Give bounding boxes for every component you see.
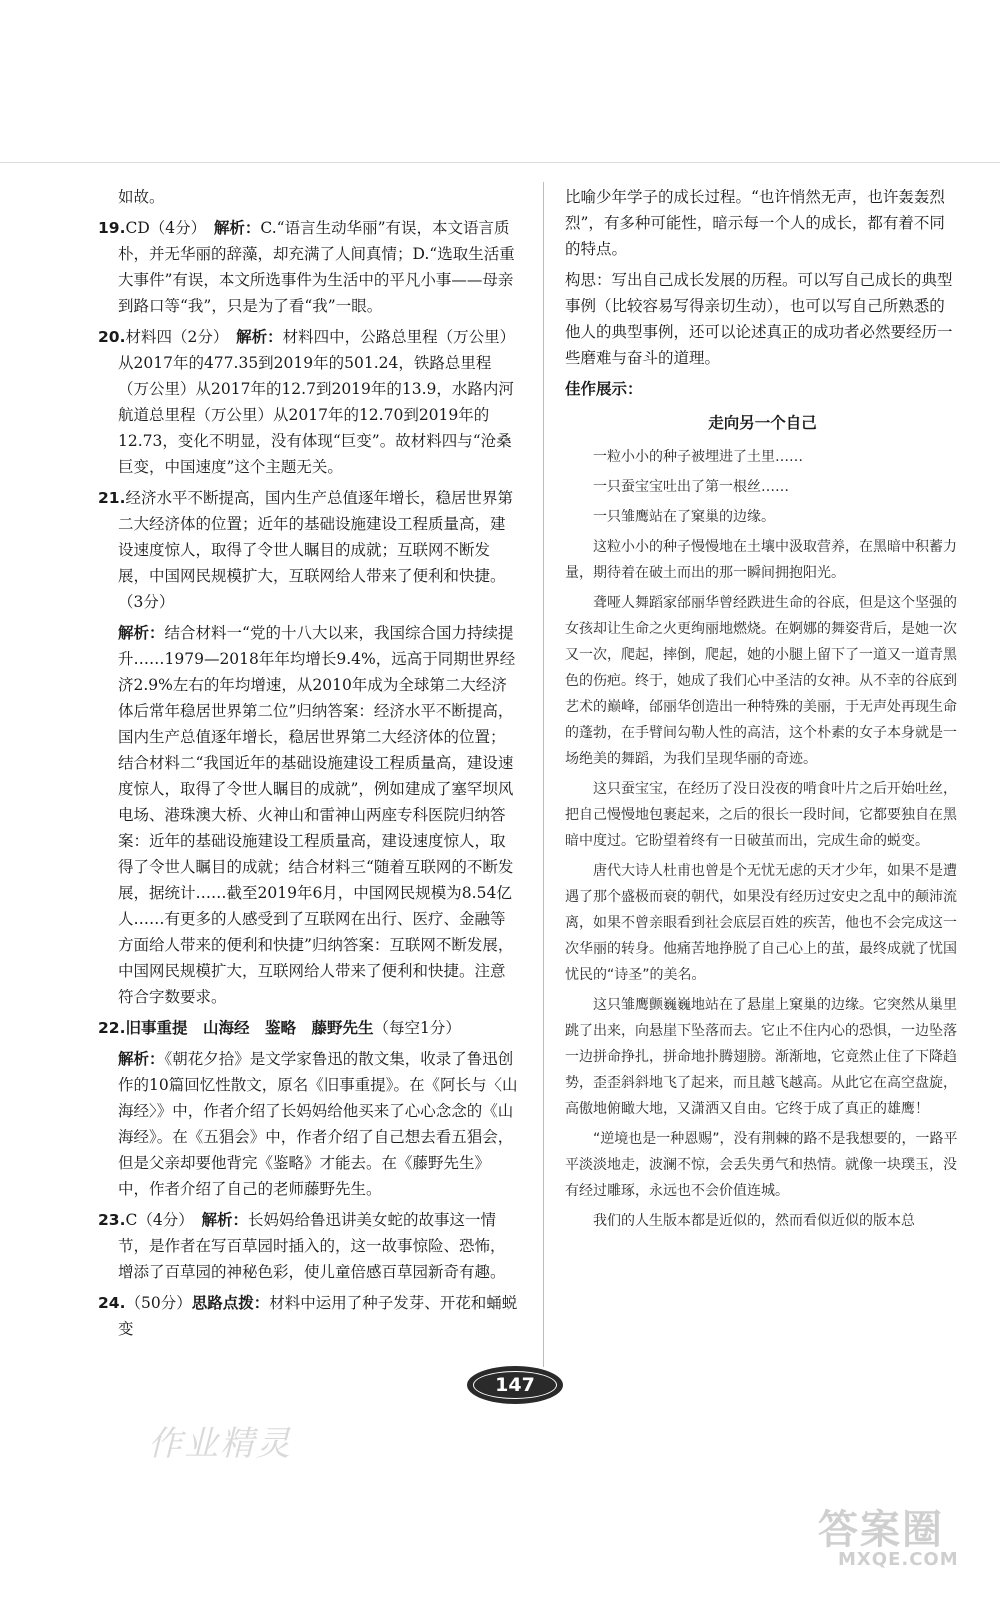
hint-label: 思路点拨： xyxy=(191,1294,270,1312)
answer-number: 20. xyxy=(98,328,126,346)
answer-head: C（4分） xyxy=(125,1211,186,1229)
analysis-text: 《朝花夕拾》是文学家鲁迅的散文集，收录了鲁迅创作的10篇回忆性散文，原名《旧事重提》。在《阿长与〈山海经〉》中，作者介绍了长妈妈给他买来了心心念念的《山海经》。在《五猖会》中，作者介绍了自己想去看五猖会，但是父亲却要他背完《鉴略》才能去。在《藤野先生》中，作者介绍了自己的老师藤野先生。 xyxy=(118,1050,518,1198)
answer-22-analysis xyxy=(118,1046,520,1202)
page-number-badge xyxy=(467,1366,563,1404)
analysis-label: 解析： xyxy=(236,328,283,346)
answer-19 xyxy=(98,215,520,319)
answer-number: 22. xyxy=(98,1019,126,1037)
answer-head: 材料四（2分） xyxy=(125,328,221,346)
answer-tail: （每空1分） xyxy=(373,1019,461,1037)
answer-22 xyxy=(98,1015,520,1041)
essay-paragraph: 聋哑人舞蹈家邰丽华曾经跌进生命的谷底，但是这个坚强的女孩却让生命之火更绚丽地燃烧。在婀娜的舞姿背后，是她一次又一次，爬起，摔倒，爬起，她的小腿上留下了一道又一道青黑色的伤疤。终于，她成了我们心中圣洁的女神。从不幸的谷底到艺术的巅峰，邰丽华创造出一种特殊的美丽，于无声处再现生命的蓬勃，在手臂间勾勒人性的高洁，这个朴素的女子本身就是一场绝美的舞蹈，为我们呈现华丽的奇迹。 xyxy=(565,595,957,767)
answer-23 xyxy=(98,1207,520,1285)
answer-number: 19. xyxy=(98,219,126,237)
answer-number: 21. xyxy=(98,489,126,507)
analysis-label: 解析： xyxy=(213,219,261,237)
essay-paragraph: 这粒小小的种子慢慢地在土壤中汲取营养，在黑暗中积蓄力量，期待着在破土而出的那一瞬间拥抱阳光。 xyxy=(565,539,957,581)
intro-line: 如故。 xyxy=(118,188,165,206)
answer-head: 旧事重提 山海经 鉴略 藤野先生 xyxy=(125,1019,374,1037)
essay-body xyxy=(565,444,960,1234)
answer-text: 长妈妈给鲁迅讲美女蛇的故事这一情节，是作者在写百草园时插入的，这一故事惊险、恐怖，增添了百草园的神秘色彩，使儿童倍感百草园新奇有趣。 xyxy=(118,1211,506,1281)
essay-line: 一只雏鹰站在了窠巢的边缘。 xyxy=(593,509,775,525)
right-column xyxy=(565,184,960,1238)
answer-text: C.“语言生动华丽”有误，本文语言质朴，并无华丽的辞藻，却充满了人间真情；D.“选取生活重大事件”有误，本文所选事件为生活中的平凡小事——母亲到路口等“我”，只是为了看“我”一眼。 xyxy=(118,219,515,315)
essay-paragraph: “逆境也是一种恩赐”，没有荆棘的路不是我想要的，一路平平淡淡地走，波澜不惊，会丢失勇气和热情。就像一块璞玉，没有经过雕琢，永远也不会价值连城。 xyxy=(565,1131,958,1199)
essay-line: 一粒小小的种子被埋进了土里…… xyxy=(593,449,803,465)
answer-number: 23. xyxy=(98,1211,126,1229)
column-divider xyxy=(543,182,544,1367)
answer-number: 24. xyxy=(98,1294,126,1312)
answer-24 xyxy=(98,1290,520,1342)
essay-line: 一只蚕宝宝吐出了第一根丝…… xyxy=(593,479,789,495)
essay-paragraph: 这只蚕宝宝，在经历了没日没夜的啃食叶片之后开始吐丝，把自己慢慢地包裹起来，之后的很长一段时间，它都要独自在黑暗中度过。它盼望着终有一日破茧而出，完成生命的蜕变。 xyxy=(565,781,957,849)
answer-head: （50分） xyxy=(125,1294,192,1312)
analysis-text: 结合材料一“党的十八大以来，我国综合国力持续提升……1979—2018年年均增长9.4%，远高于同期世界经济2.9%左右的年均增速，从2010年成为全球第二大经济体后常年稳居世界第二位”归纳答案：经济水平不断提高，国内生产总值逐年增长，稳居世界第二大经济体的位置；结合材料二“我国近年的基础设施建设工程质量高，建设速度惊人，取得了令世人瞩目的成就”，例如建成了塞罕坝风电场、港珠澳大桥、火神山和雷神山两座专科医院归纳答案：近年的基础设施建设工程质量高，建设速度惊人，取得了令世人瞩目的成就；结合材料三“随着互联网的不断发展，据统计……截至2019年6月，中国网民规模为8.54亿人……有更多的人感受到了互联网在出行、医疗、金融等方面给人带来的便利和快捷”归纳答案：互联网不断发展，中国网民规模扩大，互联网给人带来了便利和快捷。注意符合字数要求。 xyxy=(118,624,516,1006)
answer-text: 材料中运用了种子发芽、开花和蛹蜕变 xyxy=(118,1294,518,1338)
continuation-text: 比喻少年学子的成长过程。“也许悄然无声，也许轰轰烈烈”，有多种可能性，暗示每一个人的成长，都有着不同的特点。 xyxy=(565,188,945,258)
page-number: 147 xyxy=(495,1374,535,1396)
watermark-left: 作业精灵 xyxy=(148,1424,292,1464)
answer-head: CD（4分） xyxy=(125,219,199,237)
watermark-logo xyxy=(818,1498,978,1588)
analysis-label: 解析： xyxy=(118,1050,165,1068)
essay-paragraph: 这只雏鹰颤巍巍地站在了悬崖上窠巢的边缘。它突然从巢里跳了出来，向悬崖下坠落而去。它止不住内心的恐惧，一边坠落一边拼命挣扎，拼命地扑腾翅膀。渐渐地，它竟然止住了下降趋势，歪歪斜斜地飞了起来，而且越飞越高。从此它在高空盘旋，高傲地俯瞰大地，又潇洒又自由。它终于成了真正的雄鹰！ xyxy=(565,997,957,1117)
answer-21 xyxy=(98,485,520,615)
analysis-label: 解析： xyxy=(118,624,165,642)
watermark-logo-title: 答案圈 xyxy=(818,1507,944,1553)
essay-paragraph: 唐代大诗人杜甫也曾是个无忧无虑的天才少年，如果不是遭遇了那个盛极而衰的朝代，如果没有经历过安史之乱中的颠沛流离，如果不曾亲眼看到社会底层百姓的疾苦，他也不会完成这一次华丽的转身。他痛苦地挣脱了自己心上的茧，最终成就了忧国忧民的“诗圣”的美名。 xyxy=(565,863,957,983)
left-column xyxy=(98,184,520,1347)
answer-text: 经济水平不断提高，国内生产总值逐年增长，稳居世界第二大经济体的位置；近年的基础设施建设工程质量高，建设速度惊人，取得了令世人瞩目的成就；互联网不断发展，中国网民规模扩大，互联网给人带来了便利和快捷。（3分） xyxy=(118,489,513,611)
showcase-heading: 佳作展示： xyxy=(565,380,643,398)
header-rule xyxy=(0,162,1000,163)
essay-paragraph: 我们的人生版本都是近似的，然而看似近似的版本总 xyxy=(593,1213,915,1229)
essay-title: 走向另一个自己 xyxy=(708,414,817,432)
watermark-logo-url: MXQE.COM xyxy=(838,1549,959,1570)
gousi-text: 构思：写出自己成长发展的历程。可以写自己成长的典型事例（比较容易写得亲切生动），也可以写自己所熟悉的他人的典型事例，还可以论述真正的成功者必然要经历一些磨难与奋斗的道理。 xyxy=(565,271,953,367)
answer-21-analysis xyxy=(118,620,520,1010)
answer-text: 材料四中，公路总里程（万公里）从2017年的477.35到2019年的501.24，铁路总里程（万公里）从2017年的12.7到2019年的13.9，水路内河航道总里程（万公里）从2017年的12.70到2019年的12.73，变化不明显，没有体现“巨变”。故材料四与“沧桑巨变，中国速度”这个主题无关。 xyxy=(118,328,516,476)
answer-20 xyxy=(98,324,520,480)
analysis-label: 解析： xyxy=(201,1211,248,1229)
